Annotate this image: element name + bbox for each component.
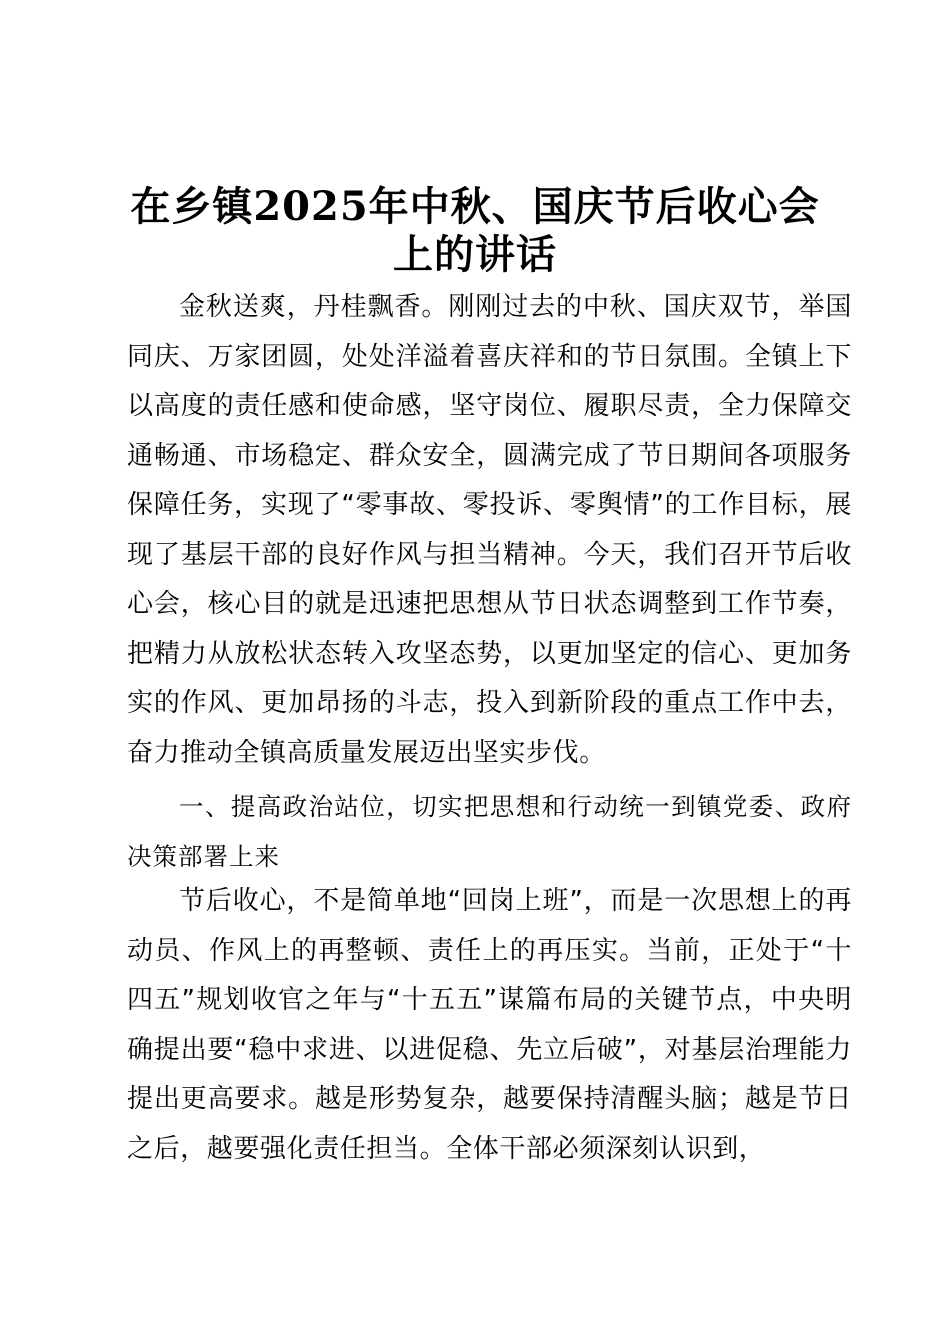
section-heading-1: 一、提高政治站位，切实把思想和行动统一到镇党委、政府决策部署上来 xyxy=(127,792,852,871)
body-paragraph: 节后收心，不是简单地“回岗上班”，而是一次思想上的再动员、作风上的再整顿、责任上的再压实。当前，正处于“十四五”规划收官之年与“十五五”谋篇布局的关键节点，中央明确提出要“稳中求进、以进促稳、先立后破”，对基层治理能力提出更高要求。越是形势复杂，越要保持清醒头脑；越是节日之后，越要强化责任担当。全体干部必须深刻认识到， xyxy=(127,886,852,1164)
document-title-line-1: 在乡镇2025年中秋、国庆节后收心会 xyxy=(130,183,820,230)
document-title-line-2: 上的讲话 xyxy=(393,231,557,278)
intro-paragraph: 金秋送爽，丹桂飘香。刚刚过去的中秋、国庆双节，举国同庆、万家团圆，处处洋溢着喜庆祥和的节日氛围。全镇上下以高度的责任感和使命感，坚守岗位、履职尽责，全力保障交通畅通、市场稳定、群众安全，圆满完成了节日期间各项服务保障任务，实现了“零事故、零投诉、零舆情”的工作目标，展现了基层干部的良好作风与担当精神。今天，我们召开节后收心会，核心目的就是迅速把思想从节日状态调整到工作节奏，把精力从放松状态转入攻坚态势，以更加坚定的信心、更加务实的作风、更加昂扬的斗志，投入到新阶段的重点工作中去，奋力推动全镇高质量发展迈出坚实步伐。 xyxy=(127,292,852,768)
